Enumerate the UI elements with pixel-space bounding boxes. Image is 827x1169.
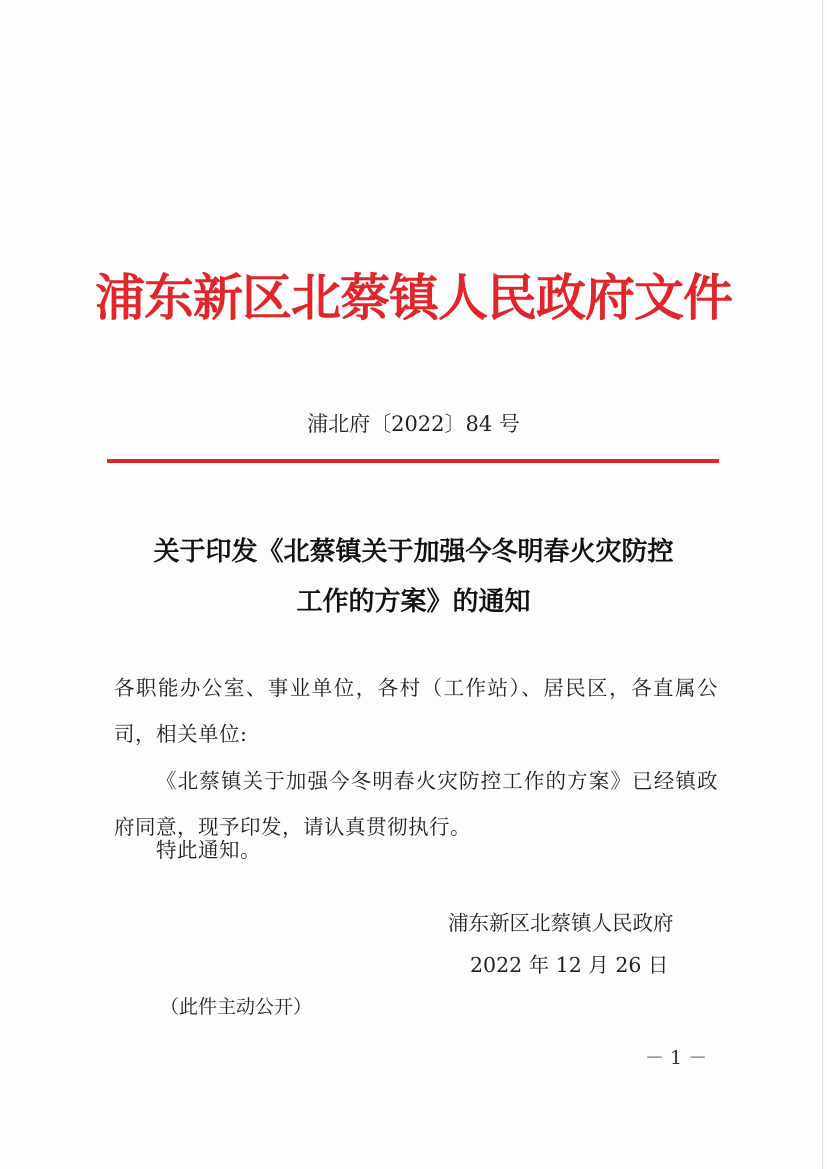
- page-edge: [822, 0, 823, 1169]
- notice-title-line-2: 工作的方案》的通知: [296, 587, 531, 617]
- page-number: － 1 －: [645, 1047, 708, 1069]
- issuer-signature: 浦东新区北蔡镇人民政府: [448, 911, 674, 935]
- disclosure-note: （此件主动公开）: [160, 996, 313, 1018]
- notice-title-line-1: 关于印发《北蔡镇关于加强今冬明春火灾防控: [153, 537, 674, 567]
- recipients-paragraph: 各职能办公室、事业单位，各村（工作站）、居民区，各直属公司，相关单位:: [114, 676, 718, 746]
- document-header-title: 浦东新区北蔡镇人民政府文件: [95, 269, 732, 327]
- red-divider-line: [107, 459, 719, 463]
- issue-date: 2022 年 12 月 26 日: [470, 953, 669, 977]
- content-paragraph: 《北蔡镇关于加强今冬明春火灾防控工作的方案》已经镇政府同意，现予印发，请认真贯彻执行。: [114, 769, 718, 839]
- closing-paragraph: 特此通知。: [156, 838, 261, 862]
- notice-title: [90, 527, 737, 627]
- document-number: 浦北府〔2022〕84 号: [307, 412, 520, 436]
